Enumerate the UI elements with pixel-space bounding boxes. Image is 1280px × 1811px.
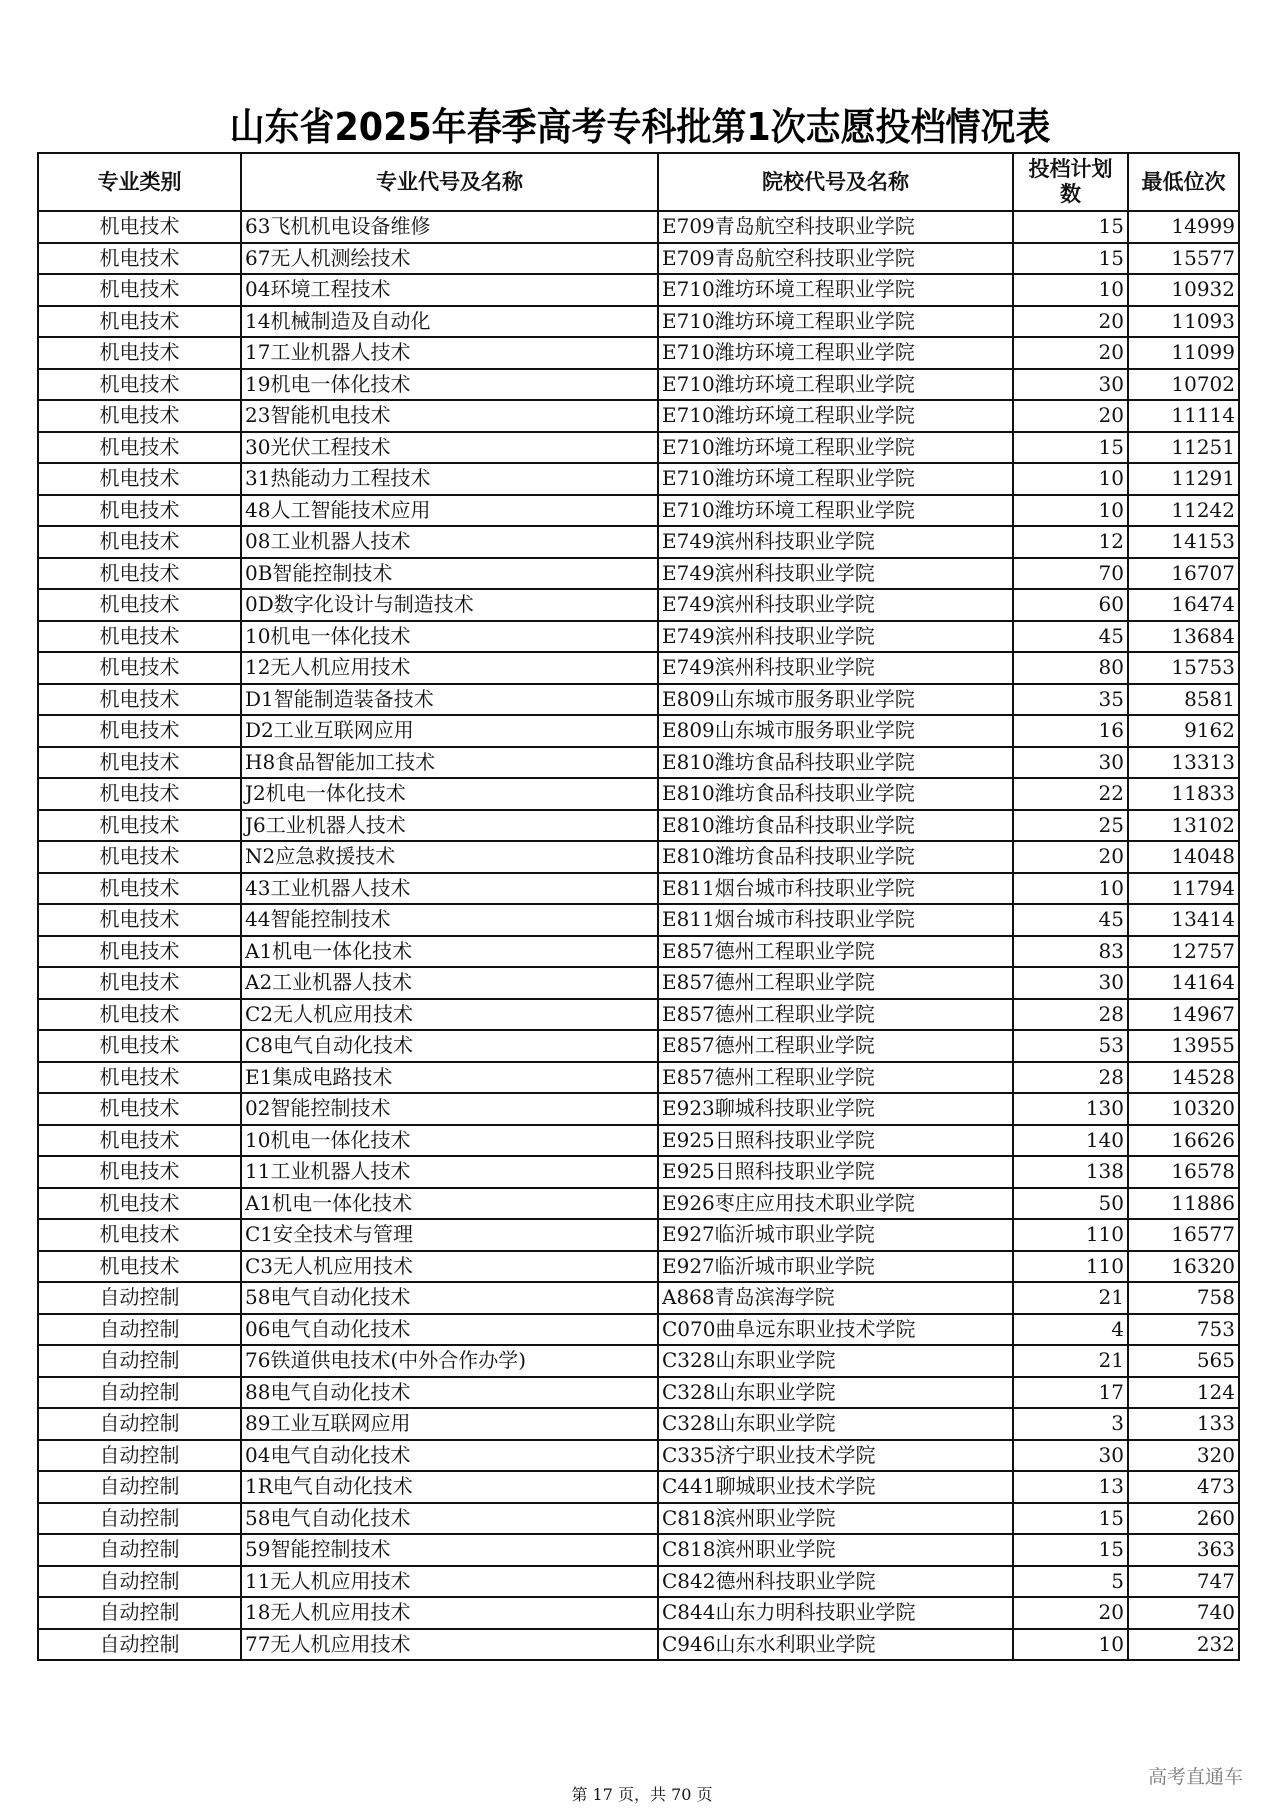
cell-school: E749滨州科技职业学院 [658,526,1013,558]
cell-major: 04电气自动化技术 [241,1440,658,1472]
cell-school: E749滨州科技职业学院 [658,558,1013,590]
cell-plan: 30 [1013,747,1128,779]
cell-category: 机电技术 [38,873,241,905]
table-row [38,1408,1239,1440]
cell-plan: 20 [1013,841,1128,873]
table-row [38,621,1239,653]
cell-min-rank: 747 [1128,1566,1239,1598]
cell-school: E811烟台城市科技职业学院 [658,873,1013,905]
cell-plan: 70 [1013,558,1128,590]
header-school: 院校代号及名称 [658,153,1013,211]
cell-min-rank: 14164 [1128,967,1239,999]
cell-major: E1集成电路技术 [241,1062,658,1094]
cell-plan: 4 [1013,1314,1128,1346]
cell-plan: 15 [1013,432,1128,464]
cell-school: E810潍坊食品科技职业学院 [658,810,1013,842]
cell-plan: 10 [1013,873,1128,905]
cell-category: 机电技术 [38,904,241,936]
cell-school: C328山东职业学院 [658,1408,1013,1440]
table-row [38,337,1239,369]
cell-category: 机电技术 [38,432,241,464]
cell-school: E710潍坊环境工程职业学院 [658,463,1013,495]
cell-plan: 30 [1013,1440,1128,1472]
table-header-row [38,153,1239,211]
table-row [38,778,1239,810]
cell-school: E857德州工程职业学院 [658,999,1013,1031]
cell-category: 机电技术 [38,400,241,432]
cell-min-rank: 15753 [1128,652,1239,684]
cell-school: E927临沂城市职业学院 [658,1251,1013,1283]
cell-plan: 20 [1013,306,1128,338]
cell-plan: 15 [1013,211,1128,243]
cell-school: C842德州科技职业学院 [658,1566,1013,1598]
cell-category: 机电技术 [38,1125,241,1157]
cell-school: E809山东城市服务职业学院 [658,684,1013,716]
cell-min-rank: 11291 [1128,463,1239,495]
cell-major: 48人工智能技术应用 [241,495,658,527]
cell-plan: 15 [1013,1503,1128,1535]
cell-category: 自动控制 [38,1408,241,1440]
cell-school: E857德州工程职业学院 [658,967,1013,999]
cell-major: 77无人机应用技术 [241,1629,658,1661]
cell-major: 18无人机应用技术 [241,1597,658,1629]
cell-school: E811烟台城市科技职业学院 [658,904,1013,936]
table-row [38,1345,1239,1377]
table-row [38,1093,1239,1125]
cell-school: A868青岛滨海学院 [658,1282,1013,1314]
cell-plan: 80 [1013,652,1128,684]
table-row [38,400,1239,432]
cell-category: 机电技术 [38,306,241,338]
cell-plan: 45 [1013,621,1128,653]
cell-min-rank: 11886 [1128,1188,1239,1220]
cell-min-rank: 11251 [1128,432,1239,464]
table-row [38,1156,1239,1188]
cell-school: E709青岛航空科技职业学院 [658,243,1013,275]
cell-min-rank: 473 [1128,1471,1239,1503]
table-body [38,211,1239,1660]
cell-plan: 28 [1013,1062,1128,1094]
cell-plan: 25 [1013,810,1128,842]
cell-min-rank: 16707 [1128,558,1239,590]
cell-plan: 140 [1013,1125,1128,1157]
cell-category: 机电技术 [38,1156,241,1188]
cell-min-rank: 10932 [1128,274,1239,306]
table-row [38,1062,1239,1094]
cell-school: E857德州工程职业学院 [658,1030,1013,1062]
cell-category: 机电技术 [38,652,241,684]
table-row [38,1503,1239,1535]
cell-plan: 10 [1013,463,1128,495]
document-title: 山东省2025年春季高考专科批第1次志愿投档情况表 [229,105,1051,149]
cell-category: 机电技术 [38,1093,241,1125]
header-plan-text: 投档计划数 [1028,157,1113,206]
cell-category: 机电技术 [38,369,241,401]
cell-major: 08工业机器人技术 [241,526,658,558]
table-row [38,652,1239,684]
table-row [38,936,1239,968]
cell-major: 30光伏工程技术 [241,432,658,464]
cell-major: 58电气自动化技术 [241,1282,658,1314]
table-row [38,1188,1239,1220]
table-row [38,558,1239,590]
cell-major: 10机电一体化技术 [241,1125,658,1157]
cell-min-rank: 15577 [1128,243,1239,275]
table-row [38,463,1239,495]
cell-major: 1R电气自动化技术 [241,1471,658,1503]
cell-min-rank: 320 [1128,1440,1239,1472]
cell-school: E710潍坊环境工程职业学院 [658,274,1013,306]
admission-table [37,152,1240,1661]
cell-min-rank: 16578 [1128,1156,1239,1188]
cell-category: 机电技术 [38,495,241,527]
cell-min-rank: 13102 [1128,810,1239,842]
table-row [38,1629,1239,1661]
cell-plan: 12 [1013,526,1128,558]
cell-plan: 28 [1013,999,1128,1031]
cell-min-rank: 13313 [1128,747,1239,779]
cell-school: E749滨州科技职业学院 [658,589,1013,621]
cell-school: C070曲阜远东职业技术学院 [658,1314,1013,1346]
cell-plan: 13 [1013,1471,1128,1503]
cell-min-rank: 10320 [1128,1093,1239,1125]
cell-plan: 110 [1013,1251,1128,1283]
cell-category: 机电技术 [38,463,241,495]
cell-major: 59智能控制技术 [241,1534,658,1566]
cell-school: E710潍坊环境工程职业学院 [658,495,1013,527]
cell-category: 自动控制 [38,1629,241,1661]
table-row [38,1440,1239,1472]
cell-plan: 83 [1013,936,1128,968]
table-row [38,306,1239,338]
cell-category: 机电技术 [38,526,241,558]
cell-major: 10机电一体化技术 [241,621,658,653]
header-category: 专业类别 [38,153,241,211]
table-row [38,1534,1239,1566]
cell-min-rank: 16474 [1128,589,1239,621]
table-row [38,904,1239,936]
cell-major: D2工业互联网应用 [241,715,658,747]
table-row [38,243,1239,275]
table-row [38,274,1239,306]
cell-category: 机电技术 [38,715,241,747]
cell-min-rank: 10702 [1128,369,1239,401]
cell-category: 机电技术 [38,1062,241,1094]
cell-school: C818滨州职业学院 [658,1534,1013,1566]
cell-category: 机电技术 [38,684,241,716]
cell-category: 自动控制 [38,1440,241,1472]
watermark: 高考直通车 [1148,1766,1244,1788]
cell-school: C328山东职业学院 [658,1377,1013,1409]
cell-major: 44智能控制技术 [241,904,658,936]
cell-major: 02智能控制技术 [241,1093,658,1125]
cell-plan: 60 [1013,589,1128,621]
cell-category: 机电技术 [38,211,241,243]
cell-category: 机电技术 [38,747,241,779]
table-row [38,1314,1239,1346]
cell-school: E749滨州科技职业学院 [658,621,1013,653]
cell-category: 自动控制 [38,1471,241,1503]
cell-school: E710潍坊环境工程职业学院 [658,337,1013,369]
cell-major: 63飞机机电设备维修 [241,211,658,243]
cell-school: C946山东水利职业学院 [658,1629,1013,1661]
cell-plan: 3 [1013,1408,1128,1440]
cell-min-rank: 260 [1128,1503,1239,1535]
header-plan [1013,153,1128,211]
cell-major: N2应急救援技术 [241,841,658,873]
cell-min-rank: 13955 [1128,1030,1239,1062]
cell-category: 自动控制 [38,1503,241,1535]
cell-min-rank: 11833 [1128,778,1239,810]
cell-plan: 5 [1013,1566,1128,1598]
cell-plan: 22 [1013,778,1128,810]
cell-min-rank: 16320 [1128,1251,1239,1283]
cell-category: 自动控制 [38,1345,241,1377]
header-major: 专业代号及名称 [241,153,658,211]
cell-category: 机电技术 [38,1188,241,1220]
cell-min-rank: 14153 [1128,526,1239,558]
table-row [38,1566,1239,1598]
cell-plan: 110 [1013,1219,1128,1251]
cell-category: 自动控制 [38,1566,241,1598]
cell-category: 自动控制 [38,1534,241,1566]
cell-plan: 10 [1013,495,1128,527]
cell-min-rank: 740 [1128,1597,1239,1629]
cell-plan: 10 [1013,274,1128,306]
cell-major: 0D数字化设计与制造技术 [241,589,658,621]
cell-major: 58电气自动化技术 [241,1503,658,1535]
cell-category: 机电技术 [38,778,241,810]
cell-category: 自动控制 [38,1314,241,1346]
cell-school: E810潍坊食品科技职业学院 [658,841,1013,873]
cell-major: C3无人机应用技术 [241,1251,658,1283]
table-row [38,1251,1239,1283]
cell-major: 17工业机器人技术 [241,337,658,369]
cell-major: 12无人机应用技术 [241,652,658,684]
cell-min-rank: 9162 [1128,715,1239,747]
cell-major: 0B智能控制技术 [241,558,658,590]
cell-min-rank: 232 [1128,1629,1239,1661]
cell-school: C844山东力明科技职业学院 [658,1597,1013,1629]
cell-min-rank: 753 [1128,1314,1239,1346]
cell-major: J2机电一体化技术 [241,778,658,810]
cell-school: E923聊城科技职业学院 [658,1093,1013,1125]
table-row [38,211,1239,243]
cell-major: 11工业机器人技术 [241,1156,658,1188]
cell-school: E810潍坊食品科技职业学院 [658,747,1013,779]
cell-school: E925日照科技职业学院 [658,1125,1013,1157]
cell-major: J6工业机器人技术 [241,810,658,842]
table-row [38,1471,1239,1503]
cell-category: 机电技术 [38,810,241,842]
cell-school: E857德州工程职业学院 [658,936,1013,968]
cell-min-rank: 12757 [1128,936,1239,968]
cell-min-rank: 758 [1128,1282,1239,1314]
table-row [38,967,1239,999]
cell-school: C441聊城职业技术学院 [658,1471,1013,1503]
table-row [38,715,1239,747]
cell-min-rank: 14048 [1128,841,1239,873]
cell-school: E710潍坊环境工程职业学院 [658,400,1013,432]
table-row [38,526,1239,558]
table-row [38,873,1239,905]
cell-major: C8电气自动化技术 [241,1030,658,1062]
cell-school: E749滨州科技职业学院 [658,652,1013,684]
cell-school: E857德州工程职业学院 [658,1062,1013,1094]
cell-major: 23智能机电技术 [241,400,658,432]
cell-major: 11无人机应用技术 [241,1566,658,1598]
cell-plan: 20 [1013,337,1128,369]
cell-school: E710潍坊环境工程职业学院 [658,369,1013,401]
table-row [38,1030,1239,1062]
cell-category: 机电技术 [38,621,241,653]
cell-category: 机电技术 [38,841,241,873]
cell-min-rank: 14967 [1128,999,1239,1031]
cell-category: 自动控制 [38,1377,241,1409]
cell-major: 06电气自动化技术 [241,1314,658,1346]
cell-category: 机电技术 [38,1251,241,1283]
table-row [38,1282,1239,1314]
cell-plan: 17 [1013,1377,1128,1409]
cell-min-rank: 14528 [1128,1062,1239,1094]
page-number: 第 17 页，共 70 页 [571,1785,713,1804]
cell-min-rank: 11093 [1128,306,1239,338]
cell-school: C328山东职业学院 [658,1345,1013,1377]
table-row [38,747,1239,779]
cell-school: E925日照科技职业学院 [658,1156,1013,1188]
cell-min-rank: 16626 [1128,1125,1239,1157]
table-row [38,841,1239,873]
cell-min-rank: 16577 [1128,1219,1239,1251]
cell-plan: 21 [1013,1282,1128,1314]
cell-school: E810潍坊食品科技职业学院 [658,778,1013,810]
cell-major: 88电气自动化技术 [241,1377,658,1409]
table-row [38,810,1239,842]
cell-category: 机电技术 [38,967,241,999]
table-row [38,1377,1239,1409]
cell-school: E709青岛航空科技职业学院 [658,211,1013,243]
cell-category: 机电技术 [38,589,241,621]
cell-plan: 20 [1013,1597,1128,1629]
cell-school: C335济宁职业技术学院 [658,1440,1013,1472]
cell-min-rank: 11794 [1128,873,1239,905]
table-row [38,495,1239,527]
cell-min-rank: 133 [1128,1408,1239,1440]
cell-category: 机电技术 [38,1030,241,1062]
cell-plan: 20 [1013,400,1128,432]
cell-min-rank: 565 [1128,1345,1239,1377]
cell-category: 机电技术 [38,274,241,306]
cell-major: 67无人机测绘技术 [241,243,658,275]
table-row [38,684,1239,716]
cell-min-rank: 13684 [1128,621,1239,653]
cell-major: 89工业互联网应用 [241,1408,658,1440]
table-row [38,1219,1239,1251]
table-row [38,369,1239,401]
cell-major: 76铁道供电技术(中外合作办学) [241,1345,658,1377]
cell-major: C2无人机应用技术 [241,999,658,1031]
cell-min-rank: 8581 [1128,684,1239,716]
header-min-rank: 最低位次 [1128,153,1239,211]
cell-major: A1机电一体化技术 [241,1188,658,1220]
table-row [38,999,1239,1031]
cell-min-rank: 363 [1128,1534,1239,1566]
page-footer [0,1782,1280,1805]
cell-plan: 50 [1013,1188,1128,1220]
cell-min-rank: 124 [1128,1377,1239,1409]
cell-major: 04环境工程技术 [241,274,658,306]
cell-min-rank: 14999 [1128,211,1239,243]
cell-category: 自动控制 [38,1282,241,1314]
cell-major: 14机械制造及自动化 [241,306,658,338]
cell-major: 31热能动力工程技术 [241,463,658,495]
cell-school: E809山东城市服务职业学院 [658,715,1013,747]
table-row [38,432,1239,464]
cell-school: E927临沂城市职业学院 [658,1219,1013,1251]
cell-plan: 30 [1013,967,1128,999]
cell-major: C1安全技术与管理 [241,1219,658,1251]
cell-min-rank: 11242 [1128,495,1239,527]
cell-category: 机电技术 [38,936,241,968]
cell-plan: 10 [1013,1629,1128,1661]
cell-school: C818滨州职业学院 [658,1503,1013,1535]
cell-min-rank: 13414 [1128,904,1239,936]
cell-plan: 15 [1013,1534,1128,1566]
cell-category: 机电技术 [38,999,241,1031]
cell-category: 机电技术 [38,1219,241,1251]
cell-category: 机电技术 [38,337,241,369]
cell-min-rank: 11099 [1128,337,1239,369]
cell-plan: 30 [1013,369,1128,401]
cell-major: D1智能制造装备技术 [241,684,658,716]
cell-category: 自动控制 [38,1597,241,1629]
cell-plan: 35 [1013,684,1128,716]
table-row [38,1597,1239,1629]
cell-plan: 15 [1013,243,1128,275]
cell-school: E926枣庄应用技术职业学院 [658,1188,1013,1220]
table-row [38,589,1239,621]
cell-plan: 45 [1013,904,1128,936]
cell-major: 19机电一体化技术 [241,369,658,401]
cell-plan: 130 [1013,1093,1128,1125]
cell-school: E710潍坊环境工程职业学院 [658,432,1013,464]
cell-major: H8食品智能加工技术 [241,747,658,779]
cell-school: E710潍坊环境工程职业学院 [658,306,1013,338]
cell-plan: 138 [1013,1156,1128,1188]
cell-plan: 21 [1013,1345,1128,1377]
cell-major: A2工业机器人技术 [241,967,658,999]
table-row [38,1125,1239,1157]
cell-category: 机电技术 [38,243,241,275]
cell-major: 43工业机器人技术 [241,873,658,905]
cell-major: A1机电一体化技术 [241,936,658,968]
cell-plan: 16 [1013,715,1128,747]
cell-category: 机电技术 [38,558,241,590]
cell-min-rank: 11114 [1128,400,1239,432]
cell-plan: 53 [1013,1030,1128,1062]
